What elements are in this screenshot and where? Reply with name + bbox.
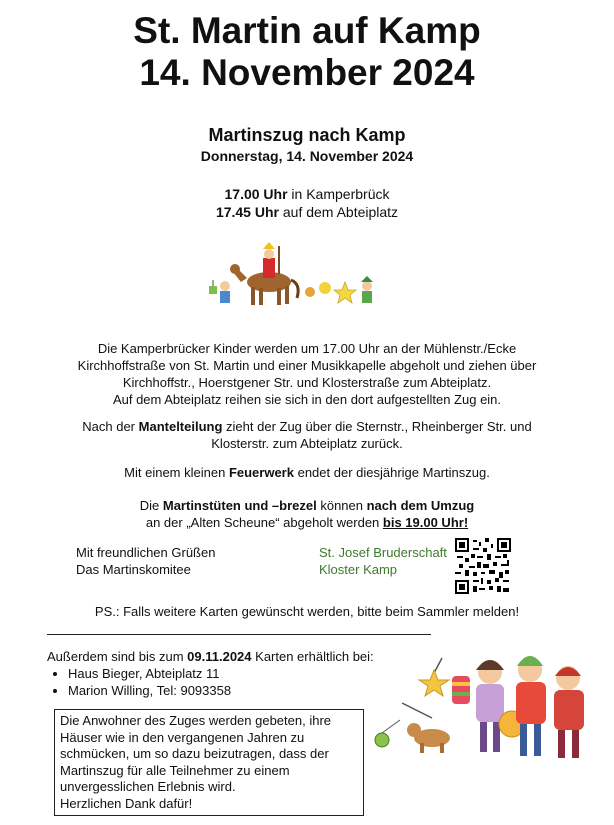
page-title — [0, 10, 614, 94]
st-martin-procession-clipart — [207, 242, 382, 310]
paragraph-line: Kirchhoffstr., Hoerstgener Str. und Klosterstraße zum Abteiplatz. — [122, 375, 492, 390]
paragraph-route — [0, 340, 614, 408]
paragraph-line: an der „Alten Scheune“ abgeholt werden bis 19.00 Uhr! — [145, 515, 469, 530]
time-line-2: 17.45 Uhr auf dem Abteiplatz — [215, 204, 399, 220]
paragraph-tueten — [0, 497, 614, 531]
list-item: • Marion Willing, Tel: 9093358 — [68, 682, 231, 699]
paragraph-feuerwerk: Mit einem kleinen Feuerwerk endet der diesjährige Martinszug. — [124, 465, 490, 480]
notice-box — [54, 709, 364, 816]
paragraph-line: Kirchhoffstraße von St. Martin und einer Musikkapelle abgeholt und ziehen über — [77, 358, 537, 373]
paragraph-mantelteilung — [0, 418, 614, 452]
child-left-icon — [209, 280, 230, 303]
paragraph-line: Klosterstr. zum Abteiplatz zurück. — [211, 436, 403, 451]
signature-line: Das Martinskomitee — [76, 562, 191, 577]
notice-line: Martinszug für alle Teilnehmer zu einem — [60, 762, 290, 778]
time-line-1: 17.00 Uhr in Kamperbrück — [224, 186, 390, 202]
signature-line: Mit freundlichen Grüßen — [76, 545, 216, 560]
event-times — [0, 185, 614, 221]
divider — [47, 634, 431, 635]
child-3-icon — [554, 666, 584, 758]
signature-line: Kloster Kamp — [319, 562, 398, 577]
signature-right — [319, 544, 447, 578]
event-heading: Martinszug nach Kamp — [208, 125, 406, 145]
star-icon — [334, 282, 356, 303]
ps-note: PS.: Falls weitere Karten gewünscht werden, bitte beim Sammler melden! — [94, 604, 520, 619]
paragraph-line: Nach der Mantelteilung zieht der Zug über die Sternstr., Rheinberger Str. und — [82, 419, 532, 434]
star-lantern-icon — [419, 670, 449, 696]
list-item: • Haus Bieger, Abteiplatz 11 — [68, 665, 231, 682]
children-with-lanterns-clipart — [372, 648, 594, 773]
notice-line: schmücken, um so dazu beizutragen, dass der — [60, 746, 329, 761]
paragraph-line: Die Martinstüten und –brezel können nach dem Umzug — [139, 498, 475, 513]
green-lantern-icon — [375, 733, 389, 747]
notice-line: Herzlichen Dank dafür! — [60, 795, 193, 811]
notice-line: unvergesslichen Erlebnis wird. — [60, 779, 236, 794]
notice-line: Häuser wie in den vergangenen Jahren zu — [60, 729, 305, 745]
tickets-info: Außerdem sind bis zum 09.11.2024 Karten erhältlich bei: — [47, 649, 374, 664]
rider-icon — [263, 242, 279, 278]
lantern-icon — [305, 287, 315, 297]
signature-line: St. Josef Bruderschaft — [319, 545, 447, 560]
event-date: Donnerstag, 14. November 2024 — [200, 148, 414, 164]
lantern-icon-2 — [319, 282, 331, 294]
striped-lantern-icon — [452, 676, 470, 704]
title-line-2: 14. November 2024 — [139, 52, 475, 93]
signature-left — [76, 544, 215, 578]
dog-icon — [407, 723, 450, 753]
child-right-icon — [361, 276, 373, 303]
child-2-icon — [516, 656, 546, 756]
paragraph-line: Auf dem Abteiplatz reihen sie sich in den dort aufgestellten Zug ein. — [112, 392, 502, 407]
tickets-list — [42, 665, 231, 699]
notice-line: Die Anwohner des Zuges werden gebeten, ihre — [60, 713, 332, 728]
title-line-1: St. Martin auf Kamp — [133, 10, 481, 51]
qr-code-icon — [455, 538, 511, 594]
child-1-icon — [476, 660, 504, 752]
paragraph-line: Die Kamperbrücker Kinder werden um 17.00 Uhr an der Mühlenstr./Ecke — [97, 341, 517, 356]
